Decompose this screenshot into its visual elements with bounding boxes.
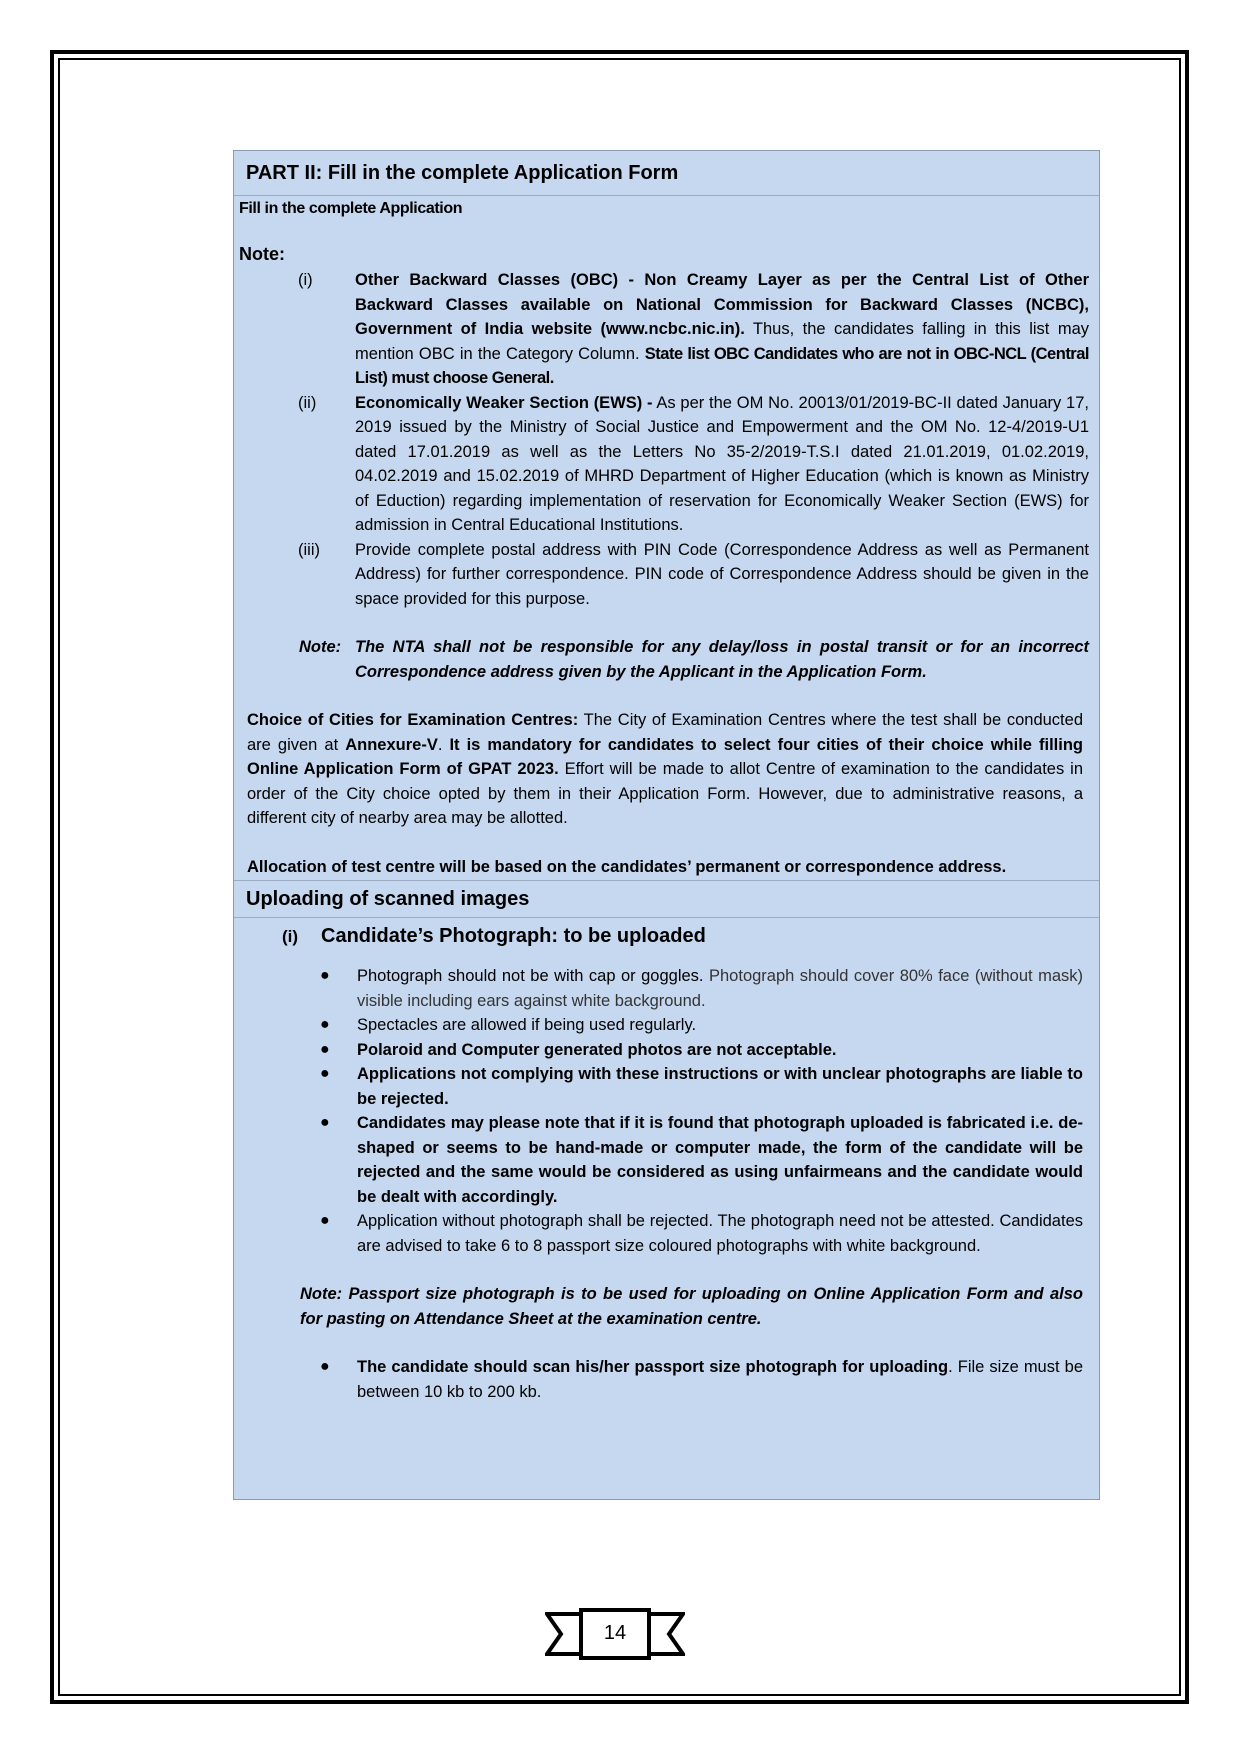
responsibility-note — [234, 635, 1099, 684]
notes-list — [234, 268, 1099, 611]
list-item — [234, 1038, 1099, 1063]
bullet-icon: ● — [320, 1114, 330, 1131]
passport-note-text: Note: Passport size photograph is to be used for uploading on Online Application Form and also for pasting on Attendance Sheet at the examination centre. — [300, 1285, 1083, 1328]
note-number: (iii) — [298, 540, 320, 559]
bullet-icon: ● — [320, 1065, 330, 1082]
list-item — [234, 1062, 1099, 1111]
page-number: 14 — [603, 1622, 627, 1644]
note-text: As per the OM No. 20013/01/2019-BC-II dated January 17, 2019 issued by the Ministry of Social Justice and Empowerment and the OM No. 12-4/2019-U1 dated 17.01.2019 as well as the Letters No 35-2/2019-T.S.I dated 21.01.2019, 01.02.2019, 04.02.2019 and 15.02.2019 of MHRD Department of Higher Education (which is known as Ministry of Eduction) regarding implementation of reservation for Economically Weaker Section (EWS) for admission in Central Educational Institutions. — [355, 393, 1089, 534]
cities-title: Choice of Cities for Examination Centres: — [247, 711, 579, 729]
note-text: Provide complete postal address with PIN Code (Correspondence Address as well as Permanent Address) for further correspondence. PIN code of Correspondence Address should be given in the space provided for this purpose. — [355, 540, 1089, 608]
bullet-text: . File size must be between 10 kb to 200 kb. — [357, 1358, 1083, 1401]
note-text: Thus, the candidates falling in this list may mention OBC in the Category Column. — [355, 320, 1089, 363]
bullet-text-gray: Photograph should cover 80% face (without mask) visible including ears against white background. — [357, 967, 1084, 1010]
annexure-ref: Annexure-V — [345, 735, 438, 754]
bullet-icon: ● — [320, 1016, 330, 1033]
upload-section-header: Uploading of scanned images — [234, 880, 1099, 918]
note-number: (i) — [298, 271, 313, 289]
photo-subheading — [234, 918, 1099, 950]
list-item — [234, 1355, 1099, 1404]
responsibility-note-text: The NTA shall not be responsible for any delay/loss in postal transit or for an incorrect Correspondence address given by the Applicant in the Application Form. — [355, 638, 1089, 681]
photo-title: Candidate’s Photograph: to be uploaded — [321, 925, 706, 947]
note-item — [234, 538, 1099, 612]
cities-paragraph — [234, 708, 1099, 831]
sub-header: Fill in the complete Application — [239, 200, 463, 217]
bullet-text: Photograph should not be with cap or goggles. — [357, 967, 709, 985]
note-bold: Economically Weaker Section (EWS) - — [355, 393, 653, 412]
passport-note — [234, 1282, 1099, 1331]
bullet-text: Spectacles are allowed if being used regularly. — [357, 1016, 697, 1034]
bullet-icon: ● — [320, 1358, 330, 1375]
note-bold: Other Backward Classes (OBC) - Non Creamy Layer as per the Central List of Other Backward Classes available on National Commission for Backward Classes (NCBC), Government of India website (www.ncbc.nic.in). — [355, 271, 1089, 338]
list-item — [234, 1111, 1099, 1209]
bullet-icon: ● — [320, 967, 330, 984]
bullet-icon: ● — [320, 1212, 330, 1229]
cities-text-3: Effort will be made to allot Centre of examination to the candidates in order of the City choice opted by them in their Application Form. However, due to administrative reasons, a different city of nearby area may be allotted. — [247, 760, 1083, 827]
scan-list — [234, 1355, 1099, 1404]
bullet-text-bold: The candidate should scan his/her passport size photograph for uploading — [357, 1358, 949, 1376]
part-header: PART II: Fill in the complete Application Form — [234, 151, 1099, 196]
bullet-icon: ● — [320, 1040, 330, 1058]
note-item — [234, 391, 1099, 538]
note-bold-2: State list OBC Candidates who are not in OBC-NCL (Central List) must choose General. — [355, 344, 1089, 387]
cities-mandatory: It is mandatory for candidates to select four cities of their choice while filling Online Application Form of GPAT 2023. — [247, 735, 1084, 778]
bullet-text-bold: Polaroid and Computer generated photos are not acceptable. — [357, 1040, 837, 1059]
bullet-text-bold: Candidates may please note that if it is found that photograph uploaded is fabricated i.e. de- shaped or seems to be hand-made or computer made, the form of the candidate will be rejected and the same would be considered as using unfairmeans and the candidate would be dealt with accordingly. — [357, 1114, 1083, 1206]
responsibility-note-label: Note: — [299, 638, 342, 656]
note-number: (ii) — [298, 393, 317, 412]
list-item — [234, 964, 1099, 1013]
cities-text-2: . — [437, 735, 450, 754]
photo-rules-list — [234, 964, 1099, 1258]
list-item — [234, 1209, 1099, 1258]
content-panel — [233, 150, 1100, 1500]
bullet-text: Application without photograph shall be rejected. The photograph need not be attested. Candidates are advised to take 6 to 8 passport size coloured photographs with white background. — [357, 1212, 1083, 1255]
note-label: Note: — [239, 244, 285, 264]
cities-text-1: The City of Examination Centres where the test shall be conducted are given at — [247, 711, 1083, 754]
list-item — [234, 1013, 1099, 1038]
photo-number: (i) — [282, 927, 299, 946]
allocation-paragraph: Allocation of test centre will be based on the candidates’ permanent or correspondence address. — [247, 857, 1007, 876]
bullet-text-bold: Applications not complying with these instructions or with unclear photographs are liable to be rejected. — [357, 1065, 1083, 1108]
note-item — [234, 268, 1099, 391]
